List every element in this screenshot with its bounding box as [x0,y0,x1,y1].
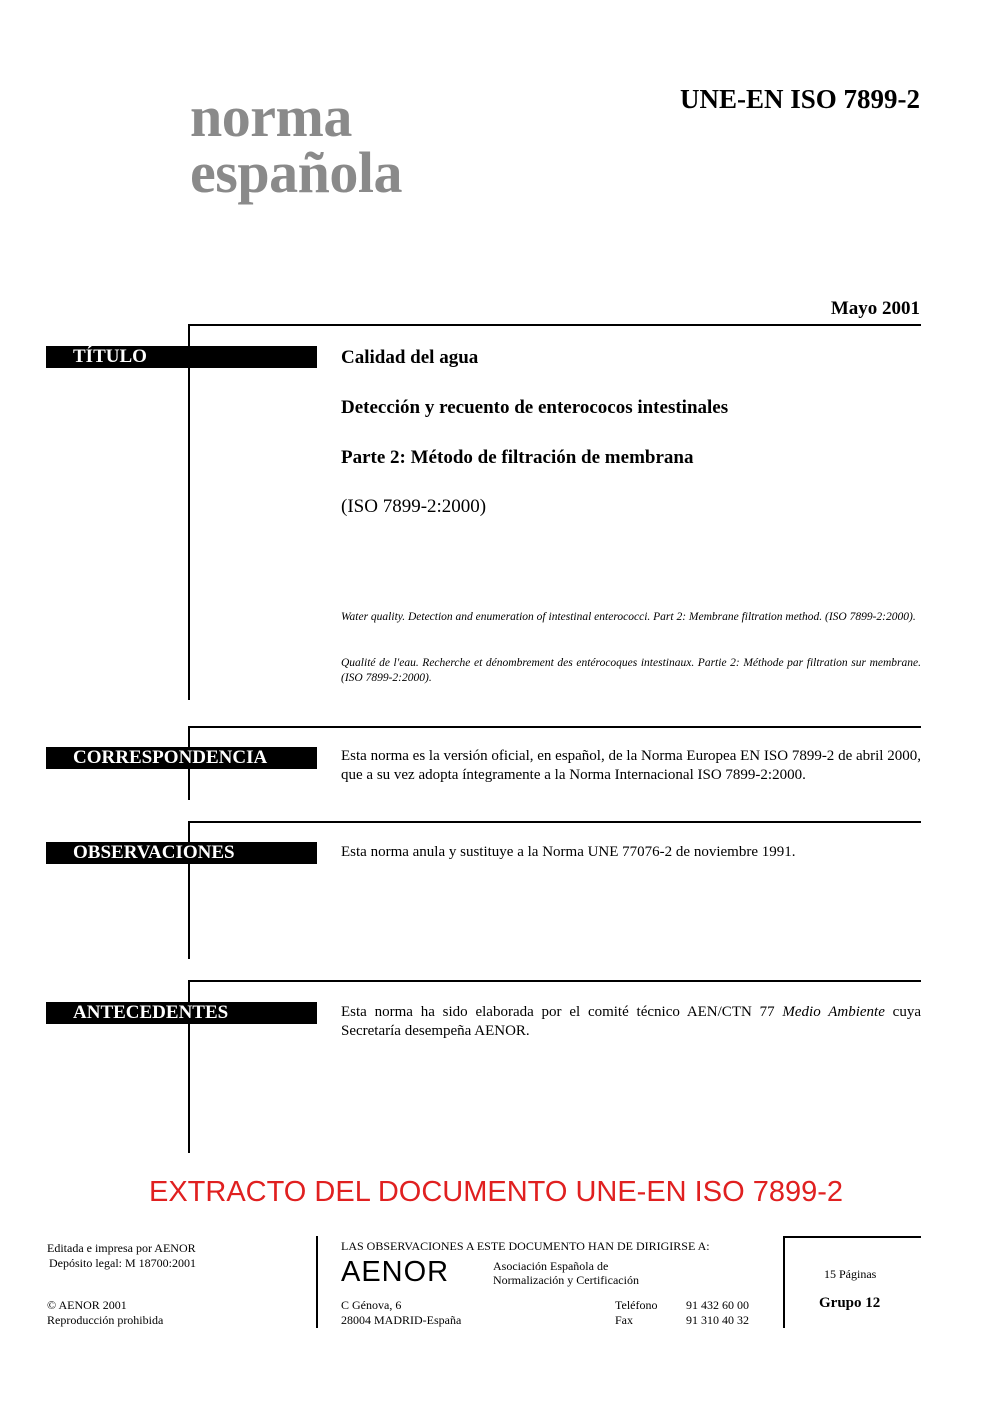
pages-box-top [783,1236,921,1238]
price-group: Grupo 12 [819,1295,881,1311]
phone-label: Teléfono [615,1298,658,1312]
observations-header: LAS OBSERVACIONES A ESTE DOCUMENTO HAN DE DIRIGIRSE A: [341,1239,710,1253]
publication-date: Mayo 2001 [830,298,920,319]
committee-name: Medio Ambiente [782,1004,885,1020]
title-iso-ref: (ISO 7899-2:2000) [341,496,487,517]
label-observaciones: OBSERVACIONES [46,842,317,864]
section-divider [188,324,921,326]
title-french: Qualité de l'eau. Recherche et dénombrement des entérocoques intestinaux. Partie 2: Méthode par filtration sur membrane. (ISO 7899-2:2000). [341,657,921,684]
fax-number: 91 310 40 32 [686,1313,749,1327]
label-correspondencia: CORRESPONDENCIA [46,747,317,769]
footer-copyright: © AENOR 2001 [47,1298,127,1312]
label-antecedentes: ANTECEDENTES [46,1002,317,1024]
label-titulo: TÍTULO [46,346,317,368]
aenor-full-name-line-2: Normalización y Certificación [493,1273,639,1287]
address-street: C Génova, 6 [341,1298,402,1312]
page-count: 15 Páginas [824,1267,877,1281]
section-rule [188,324,190,700]
brand-line-1: norma [190,84,352,149]
section-divider [188,821,921,823]
footer-divider [316,1236,318,1328]
title-main: Calidad del agua [341,347,479,368]
aenor-logo: AENOR [341,1256,450,1288]
correspondencia-text: Esta norma es la versión oficial, en español, de la Norma Europea EN ISO 7899-2 de abril 2000, que a su vez adopta íntegramente a la Norma Internacional ISO 7899-2:2000. [341,748,921,783]
aenor-full-name-line-1: Asociación Española de [493,1259,609,1273]
section-divider [188,726,921,728]
title-english: Water quality. Detection and enumeration of intestinal enterococci. Part 2: Membrane filtration method. (ISO 7899-2:2000). [341,611,916,623]
brand-line-2: española [190,140,402,205]
antecedentes-text [341,1003,921,1041]
pages-box-side [783,1236,785,1328]
antecedentes-text-end: cuya Secretaría desempeña AENOR. [341,1004,921,1039]
footer-edited: Editada e impresa por AENOR [47,1241,196,1255]
title-subject: Detección y recuento de enterococos intestinales [341,397,729,418]
extract-notice: EXTRACTO DEL DOCUMENTO UNE-EN ISO 7899-2 [148,1176,843,1208]
title-part: Parte 2: Método de filtración de membrana [341,447,694,468]
footer-deposit: Depósito legal: M 18700:2001 [49,1256,196,1270]
phone-number: 91 432 60 00 [686,1298,749,1312]
aenor-full-name [493,1259,639,1287]
fax-label: Fax [615,1313,633,1327]
footer-reproduction: Reproducción prohibida [47,1313,164,1327]
section-divider [188,980,921,982]
observaciones-text: Esta norma anula y sustituye a la Norma UNE 77076-2 de noviembre 1991. [341,844,796,860]
antecedentes-text-start: Esta norma ha sido elaborada por el comité técnico AEN/CTN 77 [341,1004,783,1020]
address-city: 28004 MADRID-España [341,1313,462,1327]
standard-code: UNE-EN ISO 7899-2 [679,84,920,114]
